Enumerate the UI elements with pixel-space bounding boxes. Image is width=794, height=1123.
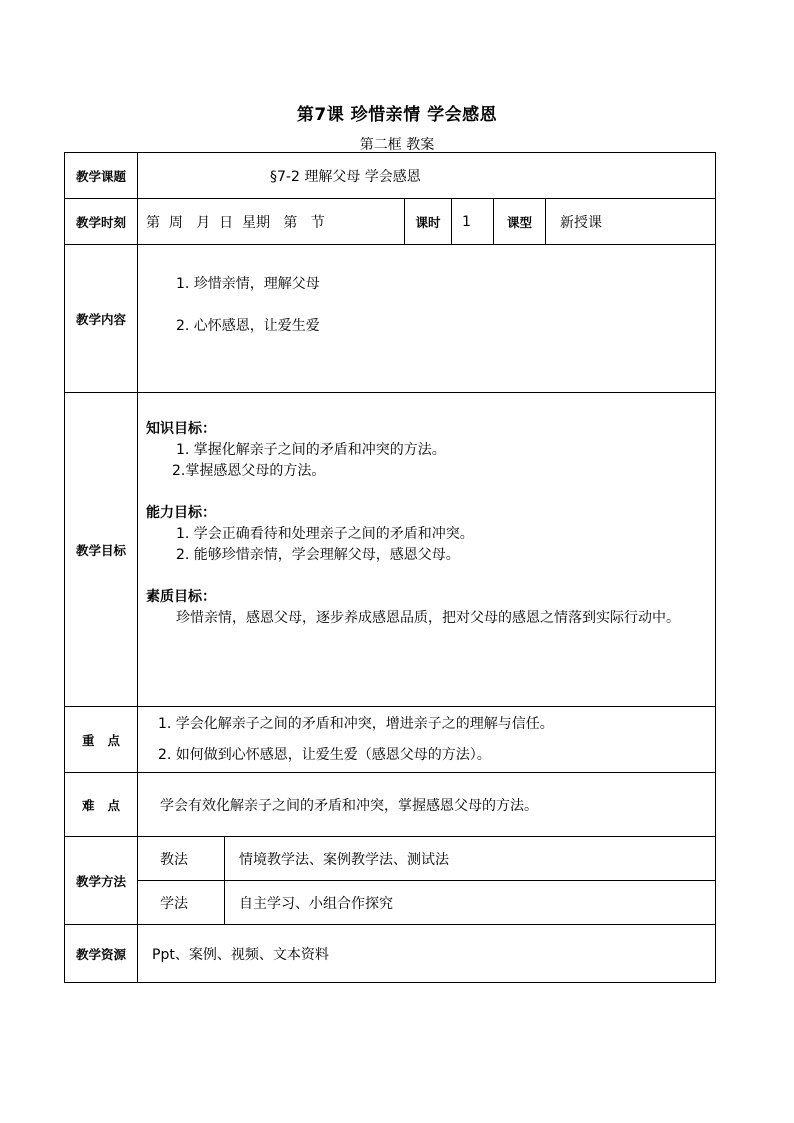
key-points-row: [65, 707, 716, 773]
method-teaching-row: [65, 837, 716, 881]
type-value: 新授课: [546, 199, 716, 245]
topic-value: §7-2 理解父母 学会感恩: [138, 153, 716, 199]
key-point-1: 1. 学会化解亲子之间的矛盾和冲突，增进亲子之的理解与信任。: [158, 715, 554, 732]
goals-label: 教学目标: [65, 393, 138, 707]
ability-item-2: 2. 能够珍惜亲情，学会理解父母，感恩父母。: [176, 547, 460, 563]
content-row: [65, 245, 716, 393]
teaching-method-value: 情境教学法、案例教学法、测试法: [225, 837, 716, 881]
goals-row: [65, 393, 716, 707]
time-row: [65, 199, 716, 245]
time-value: 第 周 月 日 星期 第 节: [138, 199, 405, 245]
difficulty-label: 难 点: [65, 773, 138, 837]
learning-method-label: 学法: [138, 881, 225, 925]
key-points-label: 重 点: [65, 707, 138, 773]
topic-row: [65, 153, 716, 199]
page-subtitle: 第二框 教案: [359, 137, 435, 153]
hours-value: 1: [452, 199, 494, 245]
knowledge-item-2: 2.掌握感恩父母的方法。: [172, 463, 326, 479]
key-points-cell: [138, 707, 716, 773]
content-cell: [138, 245, 716, 393]
time-label: 教学时刻: [65, 199, 138, 245]
methods-label: 教学方法: [65, 837, 138, 925]
difficulty-value: 学会有效化解亲子之间的矛盾和冲突，掌握感恩父母的方法。: [138, 773, 716, 837]
page-title: 第7课 珍惜亲情 学会感恩: [296, 105, 498, 125]
knowledge-item-1: 1. 掌握化解亲子之间的矛盾和冲突的方法。: [176, 442, 446, 458]
resources-row: [65, 925, 716, 983]
key-point-2: 2. 如何做到心怀感恩，让爱生爱（感恩父母的方法）。: [158, 746, 491, 763]
resources-label: 教学资源: [65, 925, 138, 983]
content-label: 教学内容: [65, 245, 138, 393]
topic-label: 教学课题: [65, 153, 138, 199]
learning-method-value: 自主学习、小组合作探究: [225, 881, 716, 925]
difficulty-row: [65, 773, 716, 837]
teaching-method-label: 教法: [138, 837, 225, 881]
ability-item-1: 1. 学会正确看待和处理亲子之间的矛盾和冲突。: [176, 526, 474, 542]
lesson-plan-table: [64, 152, 716, 983]
type-label: 课型: [494, 199, 546, 245]
goals-cell: [138, 393, 716, 707]
quality-heading: 素质目标：: [146, 589, 216, 605]
content-item-2: 2. 心怀感恩，让爱生爱: [176, 318, 320, 334]
quality-text: 珍惜亲情，感恩父母，逐步养成感恩品质，把对父母的感恩之情落到实际行动中。: [176, 610, 680, 626]
content-item-1: 1. 珍惜亲情，理解父母: [176, 276, 320, 292]
hours-label: 课时: [405, 199, 452, 245]
knowledge-heading: 知识目标：: [146, 421, 216, 437]
method-learning-row: [65, 881, 716, 925]
resources-value: Ppt、案例、视频、文本资料: [138, 925, 716, 983]
ability-heading: 能力目标：: [146, 505, 216, 521]
